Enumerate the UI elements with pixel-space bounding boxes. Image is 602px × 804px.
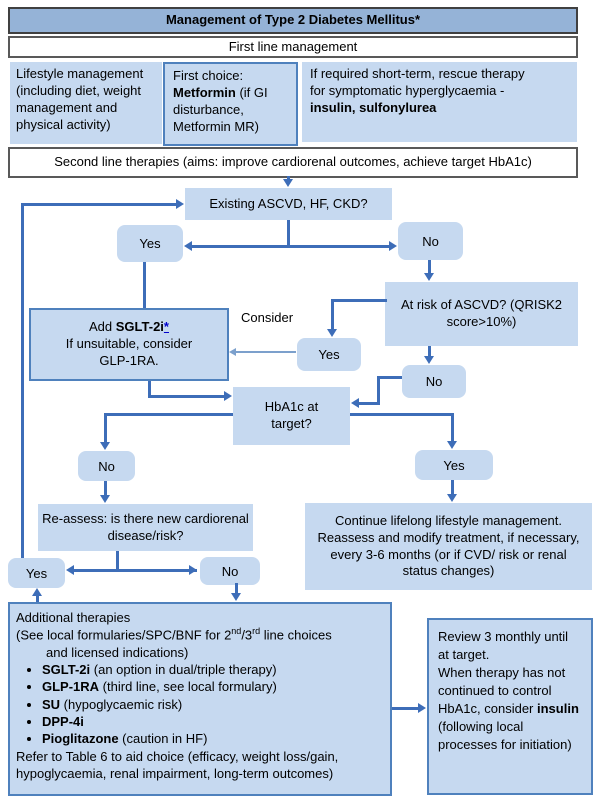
arrowhead-right [389,241,397,251]
no-node-cvd: No [398,222,463,260]
arrow-segment [104,413,233,416]
hba1c-decision: HbA1c at target? [233,387,350,445]
arrow-segment [104,413,107,444]
arrowhead-down [231,593,241,601]
continue-lifestyle-box: Continue lifelong lifestyle management. Reassess and modify treatment, if necessary, every 3-6 months (or if CVD/ risk or renal status changes) [305,503,592,590]
arrow-segment [377,376,380,405]
arrowhead-left [66,565,74,575]
arrowhead-right [224,391,232,401]
arrow-segment [36,595,39,602]
no-node-reassess: No [200,557,260,585]
yes-node-reassess: Yes [8,558,65,588]
no-node-hba1c: No [78,451,135,481]
arrow-segment [392,707,420,710]
arrow-segment [451,413,454,443]
yes-node-atrisk: Yes [297,338,361,371]
arrowhead-right [189,565,197,575]
arrowhead-down [447,494,457,502]
list-item: • DPP-4i [42,713,384,730]
arrow-segment [148,395,227,398]
arrowhead-left [351,398,359,408]
rescue-therapy-box: If required short-term, rescue therapy for symptomatic hyperglycaemia - insulin, sulfonylurea [302,62,577,142]
arrowhead-left [184,241,192,251]
arrowhead-down [424,356,434,364]
arrow-segment [71,569,197,572]
at-risk-decision: At risk of ASCVD? (QRISK2 score>10%) [385,282,578,346]
arrowhead-right [176,199,184,209]
drug-options-list [16,661,384,747]
consider-label: Consider [241,310,294,325]
existing-cvd-decision: Existing ASCVD, HF, CKD? [185,188,392,220]
metformin-box: First choice: Metformin (if GI disturbance, Metformin MR) [163,62,298,146]
lifestyle-box: Lifestyle management (including diet, weight management and physical activity) [10,62,162,144]
arrow-segment [116,551,119,571]
arrow-segment [331,299,387,302]
arrow-segment [359,402,379,405]
arrow-segment [189,245,393,248]
arrow-segment [234,351,296,353]
arrowhead-down [283,179,293,187]
second-line-header: Second line therapies (aims: improve cardiorenal outcomes, achieve target HbA1c) [8,147,578,178]
review-monthly-box: Review 3 monthly until at target. When therapy has not continued to control HbA1c, consider insulin (following local processes for initiation) [427,618,593,795]
list-item: • Pioglitazone (caution in HF) [42,730,384,747]
arrowhead-down [100,495,110,503]
arrowhead-down [424,273,434,281]
list-item: • GLP-1RA (third line, see local formulary) [42,678,384,695]
arrowhead-down [447,441,457,449]
list-item: • SU (hypoglycaemic risk) [42,696,384,713]
first-line-header: First line management [8,36,578,58]
arrowhead-down [327,329,337,337]
arrow-segment [21,203,178,206]
additional-footer: Refer to Table 6 to aid choice (efficacy, weight loss/gain, hypoglycaemia, renal impairment, long-term outcomes) [16,748,339,781]
arrowhead-down [100,442,110,450]
arrow-segment [377,376,402,379]
arrowhead-up [32,588,42,596]
additional-therapies-box: Additional therapies (See local formularies/SPC/BNF for 2nd/3rd line choices and licensed indications) • SGLT-2i (an option in dual/triple therapy) • GLP-1RA (third line, see local formulary) • SU (hypoglycaemic risk) • DPP-4i • Pioglitazone (caution in HF) Refer to Table 6 to aid choice (efficacy, weight loss/gain, hypoglycaemia, renal impairment, long-term outcomes) [8,602,392,796]
title-bar [8,7,578,34]
reassess-decision: Re-assess: is there new cardiorenal disease/risk? [38,504,253,551]
no-node-atrisk: No [402,365,466,398]
add-sglt2i-box: Add SGLT-2i* If unsuitable, consider GLP-1RA. [29,308,229,381]
page-title: Management of Type 2 Diabetes Mellitus* [165,12,421,28]
yes-node-cvd: Yes [117,225,183,262]
arrowhead-right [418,703,426,713]
arrow-segment [143,262,146,308]
arrowhead-left [229,348,236,356]
yes-node-hba1c: Yes [415,450,493,480]
arrow-segment [331,299,334,331]
sglt2i-footnote-link[interactable]: * [163,319,169,335]
arrow-segment [21,203,24,558]
arrow-segment [350,413,454,416]
list-item: • SGLT-2i (an option in dual/triple therapy) [42,661,384,678]
additional-title: Additional therapies [16,610,131,625]
arrow-segment [287,220,290,246]
